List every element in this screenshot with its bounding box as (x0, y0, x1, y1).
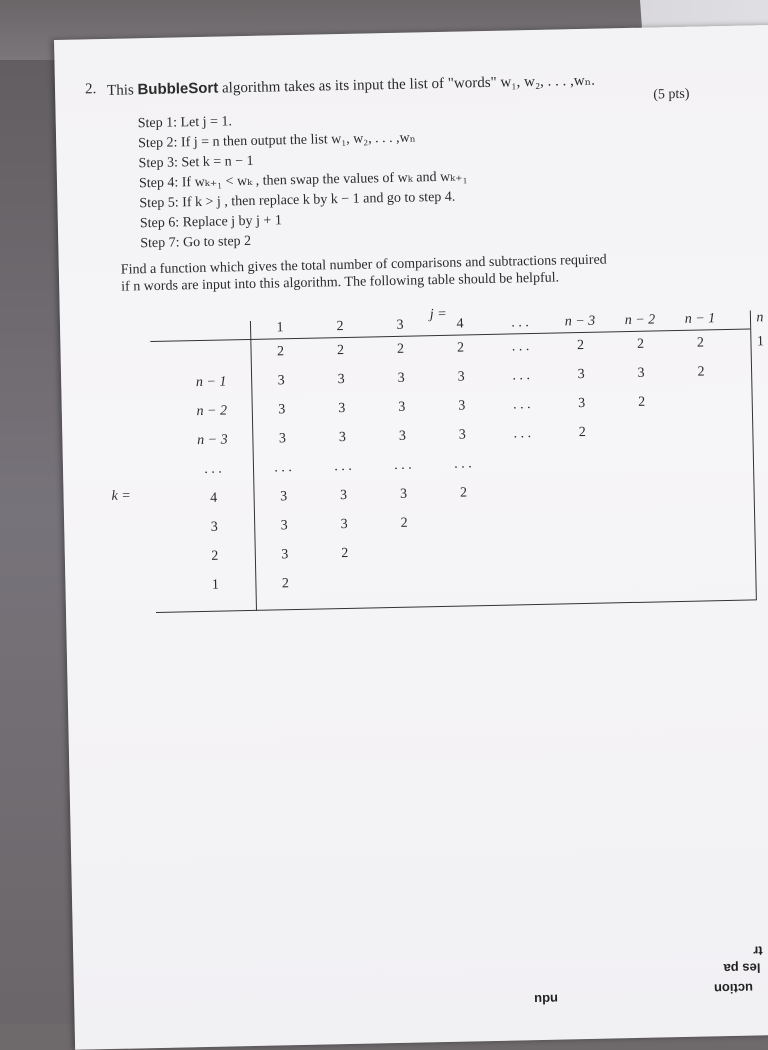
table-cell: . . . (274, 460, 292, 476)
table-cell: 2 (396, 341, 405, 357)
table-cell: 2 (341, 545, 349, 562)
table-cell: 3 (280, 518, 288, 534)
j-header-cell: 2 (336, 319, 344, 335)
worksheet-page (54, 25, 768, 1050)
k-value-cell: n − 1 (195, 374, 227, 391)
table-cell: 3 (340, 516, 348, 533)
table-cell: . . . (513, 426, 532, 442)
table-cell: 2 (281, 576, 290, 592)
j-header-cell: n − 3 (564, 313, 596, 330)
points-label: (5 pts) (653, 86, 690, 103)
edge-fragment-3: tr (753, 943, 763, 959)
table-cell: 3 (458, 427, 467, 443)
algorithm-steps (138, 107, 469, 254)
k-value-cell: 2 (211, 548, 219, 564)
table-cell: 3 (457, 369, 465, 385)
j-axis-label: j = (429, 306, 447, 323)
j-header-cell: 1 (276, 320, 284, 336)
table-cell: 3 (278, 431, 287, 447)
table-cell: 3 (338, 400, 346, 417)
table-cell: 2 (697, 364, 705, 380)
table-cell: 3 (281, 547, 289, 563)
k-column-rule (250, 321, 257, 611)
right-border (750, 310, 757, 600)
table-cell: 3 (578, 395, 586, 412)
k-value-cell: 4 (209, 490, 218, 506)
step-4: Step 4: If wₖ₊₁ < wₖ , then swap the values of wₖ and wₖ₊₁ (138, 169, 468, 192)
step-7: Step 7: Go to step 2 (140, 233, 252, 252)
table-cell: 3 (397, 370, 405, 386)
table-cell: 3 (277, 373, 285, 389)
edge-fragment-2: les pa (723, 960, 761, 977)
table-cell: 2 (276, 344, 285, 360)
table-cell: 2 (576, 337, 585, 354)
question-text (121, 250, 682, 296)
j-header-cell: 4 (456, 316, 464, 332)
table-cell: 1 (756, 334, 765, 350)
table-cell: 3 (577, 366, 585, 383)
edge-fragment-1: uction (713, 980, 754, 997)
step-3: Step 3: Set k = n − 1 (138, 153, 254, 172)
edge-fragment-4: ndu (534, 991, 559, 1008)
j-header-cell: n − 2 (624, 312, 656, 329)
table-cell: 3 (637, 365, 645, 381)
problem-intro (107, 71, 595, 100)
problem-number: 2. (84, 81, 97, 98)
table-cell: 3 (279, 489, 288, 505)
k-value-cell: n − 3 (197, 432, 228, 449)
bottom-rule (156, 599, 756, 613)
table-cell: . . . (512, 397, 531, 413)
table-cell: 2 (638, 394, 646, 410)
table-cell: . . . (512, 368, 531, 384)
table-cell: . . . (334, 458, 352, 475)
k-axis-label: k = (111, 488, 131, 504)
table-cell: 2 (459, 485, 468, 501)
step-1: Step 1: Let j = 1. (137, 114, 233, 132)
question-line-1: Find a function which gives the total number of comparisons and subtractions required (120, 252, 607, 278)
j-header-cell: n − 1 (684, 311, 716, 327)
table-cell: 3 (278, 402, 286, 418)
step-6: Step 6: Replace j by j + 1 (139, 213, 283, 232)
table-cell: 2 (696, 335, 705, 351)
bubblesort-term: BubbleSort (137, 79, 219, 99)
step-5: Step 5: If k > j , then replace k by k − 1 and go to step 4. (139, 189, 456, 212)
table-cell: 2 (636, 336, 645, 352)
table-cell: 3 (337, 371, 345, 388)
j-header-cell: n (756, 310, 764, 326)
table-cell: . . . (511, 339, 530, 355)
table-cell: 3 (339, 487, 348, 504)
table-cell: . . . (454, 456, 472, 472)
table-cell: 3 (458, 398, 466, 414)
step-2: Step 2: If j = n then output the list w₁, w₂, . . . ,wₙ (138, 130, 416, 152)
k-value-cell: . . . (204, 461, 222, 477)
k-value-cell: n − 2 (196, 403, 228, 420)
table-cell: . . . (394, 457, 412, 473)
k-value-cell: 1 (211, 577, 220, 593)
table-cell: 3 (398, 399, 406, 415)
question-line-2: if n words are input into this algorithm. The following table should be helpful. (121, 270, 560, 295)
table-cell: 3 (338, 429, 347, 446)
table-cell: 2 (400, 515, 408, 531)
table-cell: 2 (578, 424, 586, 441)
j-header-cell: . . . (511, 315, 529, 331)
j-header-cell: 3 (396, 317, 404, 333)
table-cell: 3 (398, 428, 407, 444)
table-cell: 2 (456, 340, 465, 356)
intro-text: This BubbleSort algorithm takes as its input the list of "words" w₁, w₂, . . . ,wₙ. (106, 72, 596, 99)
k-value-cell: 3 (210, 519, 218, 535)
table-cell: 3 (399, 486, 408, 502)
comparison-table (150, 310, 765, 613)
table-cell: 2 (336, 342, 345, 359)
